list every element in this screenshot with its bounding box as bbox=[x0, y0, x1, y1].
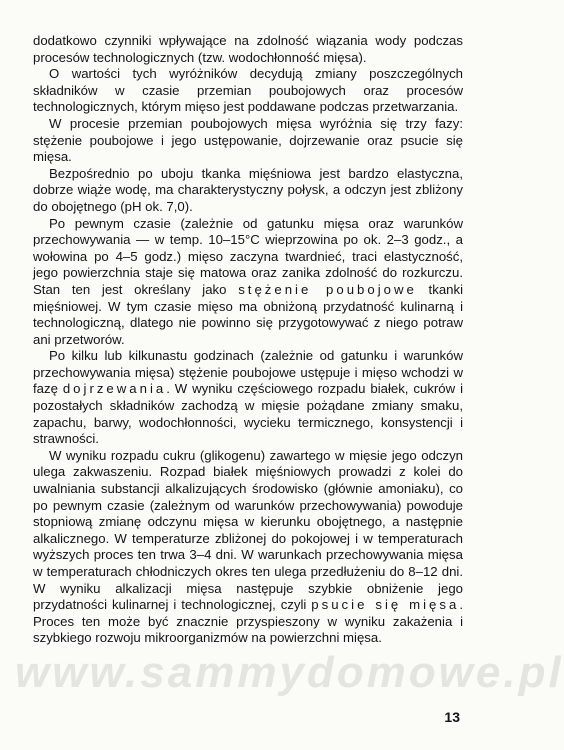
paragraph bbox=[33, 116, 463, 166]
paragraph-text: . Proces ten może być znacznie przyspieszony w wyniku zakażenia i szybkiego rozwoju mikroorganizmów na powierzchni mięsa. bbox=[33, 597, 463, 646]
paragraph bbox=[33, 66, 463, 116]
paragraph bbox=[33, 216, 463, 349]
paragraph-text: dodatkowo czynniki wpływające na zdolność wiązania wody podczas procesów technologicznych (tzw. wodochłonność mięsa). bbox=[33, 33, 463, 65]
paragraph bbox=[33, 166, 463, 216]
paragraph bbox=[33, 33, 463, 66]
paragraph-text: Po kilku lub kilkunastu godzinach (zależnie od gatunku i warunków przechowywania mięsa) stężenie poubojowe ustępuje i mięso wchodzi w fazę bbox=[33, 348, 463, 397]
paragraph-text: . W wyniku częściowego rozpadu białek, cukrów i pozostałych składników zachodzą w mięsie pożądane zmiany smaku, zapachu, barwy, wodochłonności, wycieku termicznego, konsystencji i strawności. bbox=[33, 381, 464, 447]
paragraph-text: Po pewnym czasie (zależnie od gatunku mięsa oraz warunków przechowywania — w temp. 10–15°C wieprzowina po ok. 2–3 godz., a wołowina po 4–5 godz.) mięso zaczyna twardnieć, traci elastyczność, jego powierzchnia staje się matowa oraz zanika zdolność do rozkurczu. Stan ten jest określany jako bbox=[33, 215, 463, 297]
paragraph-text: W wyniku rozpadu cukru (glikogenu) zawartego w mięsie jego odczyn ulega zakwaszeniu. Rozpad białek mięśniowych prowadzi z kolei do uwalniania substancji alkalizujących środowisko (głównie amoniaku), co po pewnym czasie (zależnym od warunków przechowywania) powoduje stopniową zmianę odczynu mięsa w kierunku obojętnego, a następnie alkalicznego. W temperaturze zbliżonej do pokojowej i w temperaturach wyższych proces ten trwa 3–4 dni. W warunkach przechowywania mięsa w temperaturach chłodniczych okres ten ulega przedłużeniu do 8–12 dni. W wyniku alkalizacji mięsa następuje szybkie obniżenie jego przydatności kulinarnej i technologicznej, czyli bbox=[33, 447, 463, 613]
paragraph bbox=[33, 348, 463, 448]
paragraph-text: Bezpośrednio po uboju tkanka mięśniowa jest bardzo elastyczna, dobrze wiąże wodę, ma charakterystyczny połysk, a odczyn jest zbliżony do obojętnego (pH ok. 7,0). bbox=[33, 165, 463, 214]
spaced-emphasis-text: psucie się mięsa bbox=[311, 597, 460, 613]
paragraph-text: O wartości tych wyróżników decydują zmiany poszczególnych składników w czasie przemian poubojowych oraz procesów technologicznych, którym mięso jest poddawane podczas przetwarzania. bbox=[33, 66, 463, 115]
paragraph bbox=[33, 448, 463, 647]
spaced-emphasis-text: stężenie poubojowe bbox=[238, 281, 417, 297]
text-column bbox=[33, 33, 463, 647]
page-number: 13 bbox=[444, 709, 460, 725]
paragraph-text: tkanki mięśniowej. W tym czasie mięso ma obniżoną przydatność kulinarną i technologiczną, dlatego nie powinno się przygotowywać z niego potraw ani przetworów. bbox=[33, 281, 464, 347]
spaced-emphasis-text: dojrzewania bbox=[62, 381, 167, 397]
paragraph-text: W procesie przemian poubojowych mięsa wyróżnia się trzy fazy: stężenie poubojowe i jego ustępowanie, dojrzewanie oraz psucie się mięsa. bbox=[33, 115, 463, 165]
watermark: www.sammydomowe.pl bbox=[15, 648, 564, 697]
